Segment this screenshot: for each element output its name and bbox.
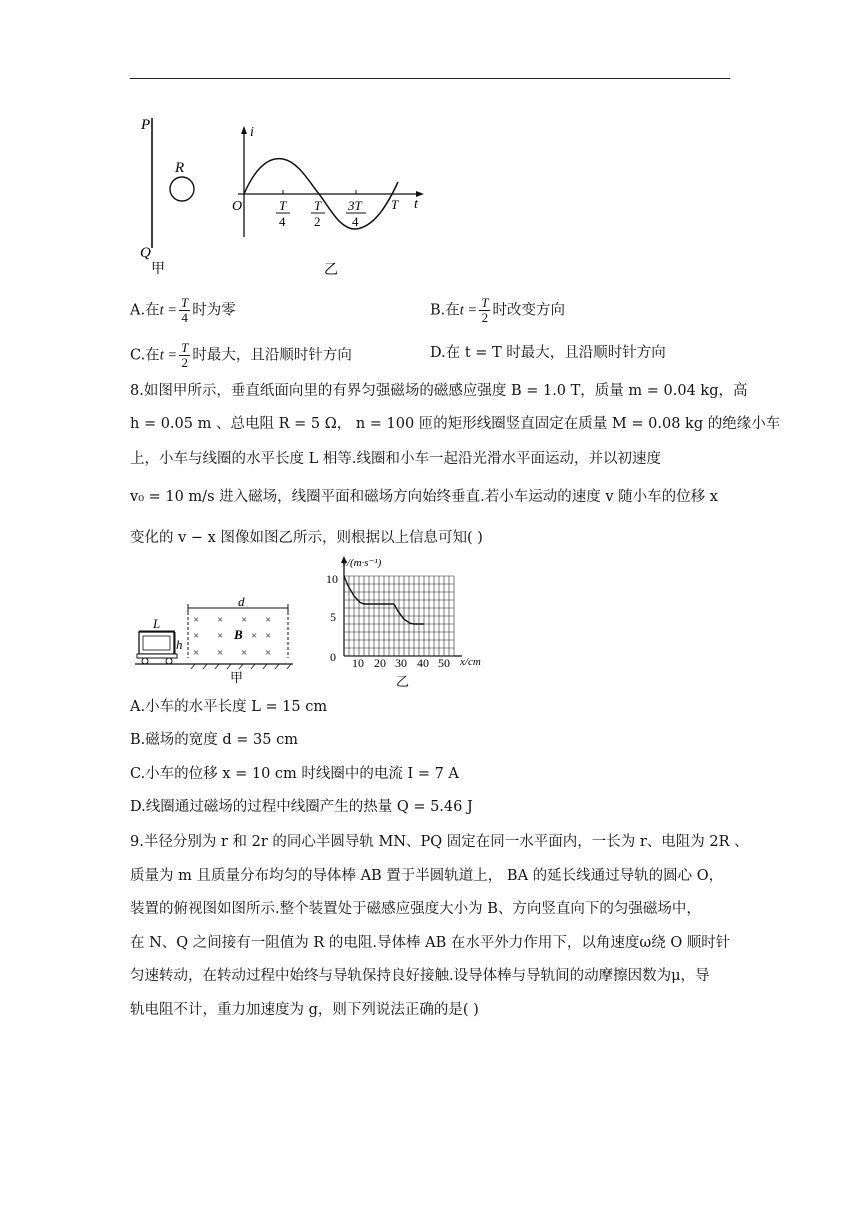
vx-grid <box>341 556 462 656</box>
q9-line-1: 9.半径分别为 r 和 2r 的同心半圆导轨 MN、PQ 固定在同一水平面内，一长为 r、电阻为 2R 、 <box>130 834 749 850</box>
svg-text:×: × <box>241 614 248 626</box>
label-p: P <box>141 117 151 133</box>
q8-option-c: C.小车的位移 x = 10 cm 时线圈中的电流 I = 7 A <box>130 766 459 782</box>
label-i: i <box>250 125 254 140</box>
field-crosses <box>193 614 271 659</box>
cart <box>137 654 177 658</box>
header-rule <box>130 78 730 79</box>
caption-jia: 甲 <box>151 262 165 277</box>
wheel-right <box>166 658 172 664</box>
label-r: R <box>175 160 185 176</box>
q8-line-2: h = 0.05 m 、总电阻 R = 5 Ω， n = 100 匝的矩形线圈竖直固定在质量 M = 0.08 kg 的绝缘小车 <box>130 416 781 432</box>
label-b-field: B <box>234 627 243 642</box>
i-axis-arrow <box>241 126 247 134</box>
q9-line-6: 轨电阻不计，重力加速度为 g，则下列说法正确的是( ) <box>130 1002 479 1018</box>
figure-8-yi-chart <box>322 552 492 692</box>
q9-line-5: 匀速转动，在转动过程中始终与导轨保持良好接触.设导体棒与导轨间的动摩擦因数为μ，导 <box>130 968 710 984</box>
figure-8-jia <box>135 592 295 684</box>
vx-xtick-10: 10 <box>352 656 364 670</box>
vx-xlabel: x/cm <box>460 656 481 668</box>
vx-ylabel: v/(m·s⁻¹) <box>342 557 382 569</box>
svg-text:×: × <box>241 647 248 659</box>
ground-hatch <box>191 664 291 669</box>
coil-inner <box>143 636 170 650</box>
q9-line-3: 装置的俯视图如图所示.整个装置处于磁感应强度大小为 B、方向竖直向下的匀强磁场中， <box>130 901 701 917</box>
svg-text:×: × <box>251 630 258 642</box>
caption-yi: 乙 <box>324 263 338 278</box>
q8-line-3: 上，小车与线圈的水平长度 L 相等.线圈和小车一起沿光滑水平面运动，并以初速度 <box>130 451 661 467</box>
tick-label-3t4-num: 3T <box>348 198 362 213</box>
q8-line-5: 变化的 v − x 图像如图乙所示，则根据以上信息可知( ) <box>130 530 483 546</box>
q9-line-2: 质量为 m 且质量分布均匀的导体棒 AB 置于半圆轨道上， BA 的延长线通过导轨的圆心 O， <box>130 868 724 884</box>
vx-xtick-40: 40 <box>417 656 429 670</box>
tick-label-t2-num: T <box>314 198 322 213</box>
vx-ytick-0: 0 <box>330 650 336 664</box>
q9-line-4: 在 N、Q 之间接有一阻值为 R 的电阻.导体棒 AB 在水平外力作用下，以角速度ω绕 O 顺时针 <box>130 935 731 951</box>
label-h: h <box>176 637 183 652</box>
q7-option-b: B.在t = $\frac{T}{2}$ 时改变方向 <box>430 295 565 325</box>
label-q: Q <box>140 245 151 261</box>
svg-text:×: × <box>217 614 224 626</box>
tick-label-t2-den: 2 <box>314 214 321 229</box>
q8-line-1: 8.如图甲所示，垂直纸面向里的有界匀强磁场的磁感应强度 B = 1.0 T，质量 m = 0.04 kg，高 <box>130 383 748 399</box>
tick-label-t4-num: T <box>279 198 287 213</box>
vx-ytick-5: 5 <box>330 610 336 624</box>
q7-option-c: C.在t = $\frac{T}{2}$ 时最大，且沿顺时针方向 <box>130 340 352 370</box>
caption-8-jia: 甲 <box>230 670 244 684</box>
vx-xtick-20: 20 <box>374 656 386 670</box>
q8-line-4: v₀ = 10 m/s 进入磁场，线圈平面和磁场方向始终垂直.若小车运动的速度 v 随小车的位移 x <box>130 489 718 505</box>
caption-8-yi: 乙 <box>396 674 410 689</box>
svg-text:×: × <box>193 647 200 659</box>
figure-7-jia <box>135 110 225 280</box>
vx-xtick-50: 50 <box>438 656 450 670</box>
coil <box>139 632 174 654</box>
label-origin: O <box>232 199 243 214</box>
svg-text:×: × <box>265 630 272 642</box>
q7-option-a: A.在t = $\frac{T}{4}$ 时为零 <box>130 295 236 325</box>
svg-text:×: × <box>193 614 200 626</box>
tick-label-t: T <box>391 197 399 212</box>
svg-text:×: × <box>217 630 224 642</box>
figure-7-yi <box>228 122 428 282</box>
tick-label-3t4-den: 4 <box>352 214 359 229</box>
ring-r <box>170 177 194 201</box>
svg-text:×: × <box>265 614 272 626</box>
label-t: t <box>414 197 418 212</box>
wheel-left <box>142 658 148 664</box>
q8-option-b: B.磁场的宽度 d = 35 cm <box>130 732 298 748</box>
label-d: d <box>238 594 245 609</box>
q7-option-d: D.在 t = T 时最大，且沿顺时针方向 <box>430 345 666 361</box>
svg-text:×: × <box>265 647 272 659</box>
q8-option-a: A.小车的水平长度 L = 15 cm <box>130 699 328 715</box>
label-l: L <box>153 616 161 631</box>
tick-label-t4-den: 4 <box>279 214 286 229</box>
q8-option-d: D.线圈通过磁场的过程中线圈产生的热量 Q = 5.46 J <box>130 799 473 815</box>
vx-xtick-30: 30 <box>395 656 407 670</box>
vx-ytick-10: 10 <box>326 572 338 586</box>
svg-text:×: × <box>193 630 200 642</box>
svg-text:×: × <box>217 647 224 659</box>
